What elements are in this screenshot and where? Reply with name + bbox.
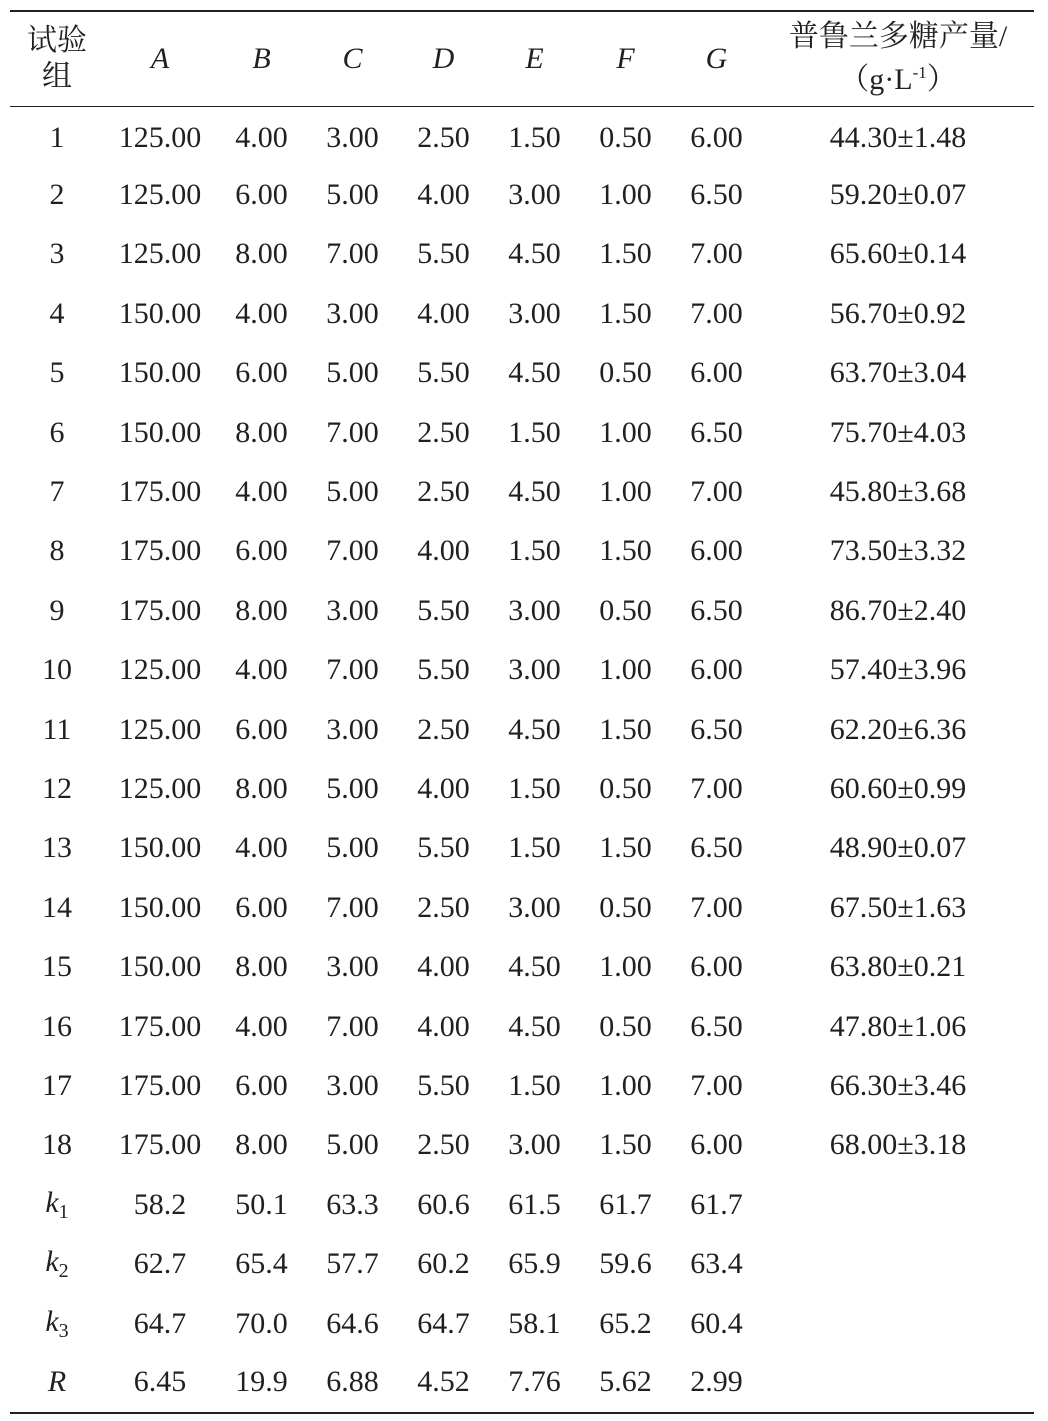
- cell-yield: 48.90±0.07: [829, 831, 967, 865]
- cell-factor-e: 4.50: [508, 712, 561, 746]
- cell-factor-b: 4.00: [235, 120, 288, 154]
- cell-factor-g: 6.00: [690, 653, 743, 687]
- stat-empty-cell: [762, 1294, 1034, 1353]
- table-row: [10, 937, 1034, 996]
- cell-factor-b: 8.00: [235, 771, 288, 805]
- cell-factor-c: 7.00: [326, 415, 379, 449]
- cell-factor-g: 6.50: [690, 712, 743, 746]
- stat-row: [10, 1353, 1034, 1412]
- cell-factor-b: 4.00: [235, 296, 288, 330]
- cell-factor-c: 3.00: [326, 950, 379, 984]
- cell-factor-a: 125.00: [118, 120, 202, 154]
- cell-yield: 44.30±1.48: [829, 120, 967, 154]
- cell-factor-f: 1.50: [599, 534, 652, 568]
- stat-value: 60.4: [690, 1306, 743, 1340]
- table-row: [10, 819, 1034, 878]
- cell-factor-g: 6.50: [690, 1009, 743, 1043]
- cell-factor-c: 3.00: [326, 1068, 379, 1102]
- cell-factor-g: 7.00: [690, 1068, 743, 1102]
- cell-group: 11: [42, 712, 72, 746]
- stat-value: 59.6: [599, 1247, 652, 1281]
- cell-factor-f: 0.50: [599, 890, 652, 924]
- table-row: [10, 344, 1034, 403]
- table-row: [10, 106, 1034, 165]
- cell-factor-e: 3.00: [508, 296, 561, 330]
- cell-factor-f: 1.50: [599, 712, 652, 746]
- cell-factor-d: 2.50: [417, 890, 470, 924]
- table-row: [10, 1056, 1034, 1115]
- cell-factor-d: 5.50: [417, 1068, 470, 1102]
- cell-factor-e: 4.50: [508, 475, 561, 509]
- cell-factor-e: 1.50: [508, 771, 561, 805]
- cell-factor-a: 125.00: [118, 653, 202, 687]
- cell-factor-a: 175.00: [118, 475, 202, 509]
- stat-label-sub: 1: [58, 1200, 69, 1223]
- cell-group: 1: [49, 120, 65, 154]
- stat-value: 60.6: [417, 1187, 470, 1221]
- cell-yield: 66.30±3.46: [829, 1068, 967, 1102]
- table-row: [10, 1116, 1034, 1175]
- cell-factor-d: 2.50: [417, 475, 470, 509]
- stat-label: [10, 1175, 104, 1234]
- stat-value: 63.4: [690, 1247, 743, 1281]
- cell-group: 5: [49, 356, 65, 390]
- cell-group: 10: [42, 653, 72, 687]
- cell-factor-d: 5.50: [417, 653, 470, 687]
- table-row: [10, 700, 1034, 759]
- cell-factor-f: 0.50: [599, 120, 652, 154]
- cell-factor-d: 4.00: [417, 296, 470, 330]
- cell-group: 18: [42, 1128, 72, 1162]
- header-yield: [762, 11, 1034, 106]
- stat-empty-cell: [762, 1353, 1034, 1412]
- cell-factor-c: 5.00: [326, 356, 379, 390]
- cell-factor-b: 8.00: [235, 237, 288, 271]
- cell-factor-d: 2.50: [417, 120, 470, 154]
- stat-value: 65.9: [508, 1247, 561, 1281]
- stat-value: 5.62: [599, 1365, 652, 1399]
- stat-label-main: k: [45, 1304, 59, 1338]
- cell-factor-a: 150.00: [118, 950, 202, 984]
- stat-row: [10, 1294, 1034, 1353]
- cell-factor-a: 150.00: [118, 296, 202, 330]
- cell-factor-d: 5.50: [417, 237, 470, 271]
- cell-factor-e: 1.50: [508, 831, 561, 865]
- stat-label-main: R: [47, 1365, 67, 1399]
- cell-factor-g: 6.00: [690, 950, 743, 984]
- cell-factor-c: 5.00: [326, 771, 379, 805]
- stat-label: [10, 1234, 104, 1293]
- stat-value: 65.2: [599, 1306, 652, 1340]
- table-row: [10, 641, 1034, 700]
- cell-factor-g: 6.50: [690, 831, 743, 865]
- cell-factor-e: 4.50: [508, 356, 561, 390]
- stat-value: 65.4: [235, 1247, 288, 1281]
- header-factor-b: B: [216, 11, 307, 106]
- orthogonal-test-table: [10, 10, 1034, 1414]
- cell-factor-a: 125.00: [118, 771, 202, 805]
- cell-factor-a: 175.00: [118, 1128, 202, 1162]
- cell-factor-c: 7.00: [326, 237, 379, 271]
- table-row: [10, 165, 1034, 224]
- cell-factor-c: 5.00: [326, 178, 379, 212]
- cell-factor-a: 150.00: [118, 831, 202, 865]
- cell-group: 16: [42, 1009, 72, 1043]
- cell-factor-f: 1.50: [599, 296, 652, 330]
- cell-yield: 63.80±0.21: [829, 950, 967, 984]
- cell-factor-d: 2.50: [417, 1128, 470, 1162]
- cell-factor-c: 7.00: [326, 534, 379, 568]
- cell-factor-f: 1.00: [599, 415, 652, 449]
- cell-factor-g: 7.00: [690, 296, 743, 330]
- stat-value: 61.7: [690, 1187, 743, 1221]
- stat-value: 58.2: [133, 1187, 187, 1221]
- cell-factor-b: 8.00: [235, 415, 288, 449]
- cell-factor-c: 7.00: [326, 653, 379, 687]
- cell-yield: 75.70±4.03: [829, 415, 967, 449]
- cell-group: 14: [42, 890, 72, 924]
- cell-factor-f: 1.00: [599, 1068, 652, 1102]
- stat-value: 2.99: [690, 1365, 743, 1399]
- header-group-line2: 组: [42, 59, 72, 93]
- header-factor-g: G: [671, 11, 762, 106]
- cell-factor-f: 1.00: [599, 475, 652, 509]
- cell-factor-b: 6.00: [235, 1068, 288, 1102]
- cell-factor-e: 1.50: [508, 415, 561, 449]
- cell-factor-f: 0.50: [599, 593, 652, 627]
- header-factor-a: A: [104, 11, 216, 106]
- cell-factor-c: 3.00: [326, 120, 379, 154]
- cell-factor-e: 4.50: [508, 237, 561, 271]
- cell-group: 7: [49, 475, 65, 509]
- cell-factor-e: 1.50: [508, 1068, 561, 1102]
- cell-factor-e: 3.00: [508, 653, 561, 687]
- cell-factor-g: 7.00: [690, 771, 743, 805]
- stat-value: 61.7: [599, 1187, 652, 1221]
- cell-factor-f: 0.50: [599, 1009, 652, 1043]
- cell-factor-b: 6.00: [235, 356, 288, 390]
- cell-factor-a: 150.00: [118, 890, 202, 924]
- cell-group: 15: [42, 950, 72, 984]
- stat-label-sub: 3: [58, 1319, 69, 1342]
- header-group-line1: 试验: [27, 23, 87, 57]
- cell-yield: 62.20±6.36: [829, 712, 967, 746]
- cell-factor-a: 150.00: [118, 415, 202, 449]
- stat-value: 4.52: [417, 1365, 470, 1399]
- stat-value: 64.7: [133, 1306, 187, 1340]
- cell-factor-e: 3.00: [508, 890, 561, 924]
- cell-factor-e: 3.00: [508, 178, 561, 212]
- cell-factor-b: 8.00: [235, 950, 288, 984]
- stat-label-main: k: [45, 1185, 59, 1219]
- cell-factor-f: 0.50: [599, 771, 652, 805]
- cell-factor-g: 6.00: [690, 120, 743, 154]
- table-row: [10, 878, 1034, 937]
- cell-factor-g: 6.00: [690, 1128, 743, 1162]
- cell-group: 9: [49, 593, 65, 627]
- cell-group: 8: [49, 534, 65, 568]
- cell-factor-f: 1.50: [599, 831, 652, 865]
- table-row: [10, 997, 1034, 1056]
- cell-factor-b: 6.00: [235, 534, 288, 568]
- cell-factor-c: 5.00: [326, 1128, 379, 1162]
- stat-value: 50.1: [235, 1187, 288, 1221]
- cell-factor-d: 2.50: [417, 415, 470, 449]
- cell-factor-e: 4.50: [508, 950, 561, 984]
- stat-row: [10, 1175, 1034, 1234]
- cell-group: 2: [49, 178, 65, 212]
- table-row: [10, 759, 1034, 818]
- cell-factor-f: 0.50: [599, 356, 652, 390]
- cell-group: 4: [49, 296, 65, 330]
- cell-factor-e: 3.00: [508, 593, 561, 627]
- stat-label-main: k: [45, 1245, 59, 1279]
- stat-value: 60.2: [417, 1247, 470, 1281]
- cell-factor-e: 4.50: [508, 1009, 561, 1043]
- cell-factor-e: 1.50: [508, 120, 561, 154]
- header-yield-unit: $(g\cdot L^{-1})$: [839, 63, 957, 97]
- cell-factor-e: 1.50: [508, 534, 561, 568]
- cell-factor-b: 4.00: [235, 831, 288, 865]
- stat-value: 64.7: [417, 1306, 470, 1340]
- stat-value: 64.6: [326, 1306, 379, 1340]
- cell-factor-d: 4.00: [417, 771, 470, 805]
- stat-value: 19.9: [235, 1365, 288, 1399]
- cell-yield: 57.40±3.96: [829, 653, 967, 687]
- header-factor-e: E: [489, 11, 580, 106]
- stat-value: 6.88: [326, 1365, 379, 1399]
- cell-factor-b: 6.00: [235, 890, 288, 924]
- cell-yield: 47.80±1.06: [829, 1009, 967, 1043]
- cell-factor-c: 7.00: [326, 890, 379, 924]
- cell-factor-f: 1.50: [599, 237, 652, 271]
- cell-yield: 45.80±3.68: [829, 475, 967, 509]
- cell-factor-c: 5.00: [326, 475, 379, 509]
- header-factor-f: F: [580, 11, 671, 106]
- cell-factor-f: 1.00: [599, 950, 652, 984]
- cell-yield: 63.70±3.04: [829, 356, 967, 390]
- cell-factor-g: 7.00: [690, 237, 743, 271]
- cell-yield: 68.00±3.18: [829, 1128, 967, 1162]
- cell-factor-g: 6.50: [690, 593, 743, 627]
- cell-factor-d: 2.50: [417, 712, 470, 746]
- cell-factor-a: 150.00: [118, 356, 202, 390]
- cell-yield: 86.70±2.40: [829, 593, 967, 627]
- cell-yield: 60.60±0.99: [829, 771, 967, 805]
- table-row: [10, 581, 1034, 640]
- header-yield-line1: 普鲁兰多糖产量/: [788, 20, 1008, 54]
- cell-factor-d: 5.50: [417, 831, 470, 865]
- cell-factor-d: 5.50: [417, 356, 470, 390]
- stat-empty-cell: [762, 1234, 1034, 1293]
- cell-factor-d: 5.50: [417, 593, 470, 627]
- cell-factor-b: 8.00: [235, 1128, 288, 1162]
- cell-factor-d: 4.00: [417, 1009, 470, 1043]
- cell-factor-g: 6.50: [690, 178, 743, 212]
- cell-factor-c: 5.00: [326, 831, 379, 865]
- cell-factor-a: 175.00: [118, 593, 202, 627]
- table-row: [10, 522, 1034, 581]
- cell-yield: 73.50±3.32: [829, 534, 967, 568]
- stat-value: 70.0: [235, 1306, 288, 1340]
- cell-factor-d: 4.00: [417, 534, 470, 568]
- table-row: [10, 284, 1034, 343]
- cell-group: 3: [49, 237, 65, 271]
- cell-group: 17: [42, 1068, 72, 1102]
- stat-label-sub: 2: [58, 1260, 69, 1283]
- cell-factor-d: 4.00: [417, 950, 470, 984]
- stat-value: 57.7: [326, 1247, 379, 1281]
- cell-factor-g: 6.00: [690, 356, 743, 390]
- stat-empty-cell: [762, 1175, 1034, 1234]
- cell-factor-g: 7.00: [690, 475, 743, 509]
- stat-row: [10, 1234, 1034, 1293]
- stat-label: [10, 1294, 104, 1353]
- cell-factor-a: 125.00: [118, 178, 202, 212]
- cell-factor-a: 175.00: [118, 1009, 202, 1043]
- cell-yield: 59.20±0.07: [829, 178, 967, 212]
- table-row: [10, 462, 1034, 521]
- header-row: [10, 11, 1034, 106]
- cell-factor-g: 6.50: [690, 415, 743, 449]
- cell-factor-b: 6.00: [235, 178, 288, 212]
- cell-factor-c: 7.00: [326, 1009, 379, 1043]
- cell-group: 6: [49, 415, 65, 449]
- stat-value: 58.1: [508, 1306, 561, 1340]
- cell-factor-f: 1.50: [599, 1128, 652, 1162]
- table-body: [10, 106, 1034, 1413]
- cell-yield: 56.70±0.92: [829, 296, 967, 330]
- stat-value: 61.5: [508, 1187, 561, 1221]
- cell-factor-f: 1.00: [599, 653, 652, 687]
- cell-factor-b: 8.00: [235, 593, 288, 627]
- cell-yield: 65.60±0.14: [829, 237, 967, 271]
- cell-factor-a: 175.00: [118, 1068, 202, 1102]
- cell-factor-b: 4.00: [235, 653, 288, 687]
- cell-factor-c: 3.00: [326, 712, 379, 746]
- cell-factor-g: 7.00: [690, 890, 743, 924]
- cell-factor-b: 4.00: [235, 1009, 288, 1043]
- cell-group: 12: [42, 771, 72, 805]
- cell-factor-a: 175.00: [118, 534, 202, 568]
- cell-factor-b: 6.00: [235, 712, 288, 746]
- header-factor-d: D: [398, 11, 489, 106]
- cell-factor-b: 4.00: [235, 475, 288, 509]
- cell-factor-e: 3.00: [508, 1128, 561, 1162]
- cell-factor-f: 1.00: [599, 178, 652, 212]
- stat-value: 7.76: [508, 1365, 561, 1399]
- header-factor-c: C: [307, 11, 398, 106]
- cell-factor-c: 3.00: [326, 593, 379, 627]
- cell-factor-d: 4.00: [417, 178, 470, 212]
- stat-value: 63.3: [326, 1187, 379, 1221]
- stat-value: 62.7: [133, 1247, 187, 1281]
- table-row: [10, 225, 1034, 284]
- cell-yield: 67.50±1.63: [829, 890, 967, 924]
- table-row: [10, 403, 1034, 462]
- header-group: [10, 11, 104, 106]
- stat-label: [10, 1353, 104, 1412]
- cell-factor-c: 3.00: [326, 296, 379, 330]
- stat-value: 6.45: [133, 1365, 187, 1399]
- cell-factor-g: 6.00: [690, 534, 743, 568]
- cell-factor-a: 125.00: [118, 237, 202, 271]
- cell-factor-a: 125.00: [118, 712, 202, 746]
- cell-group: 13: [42, 831, 72, 865]
